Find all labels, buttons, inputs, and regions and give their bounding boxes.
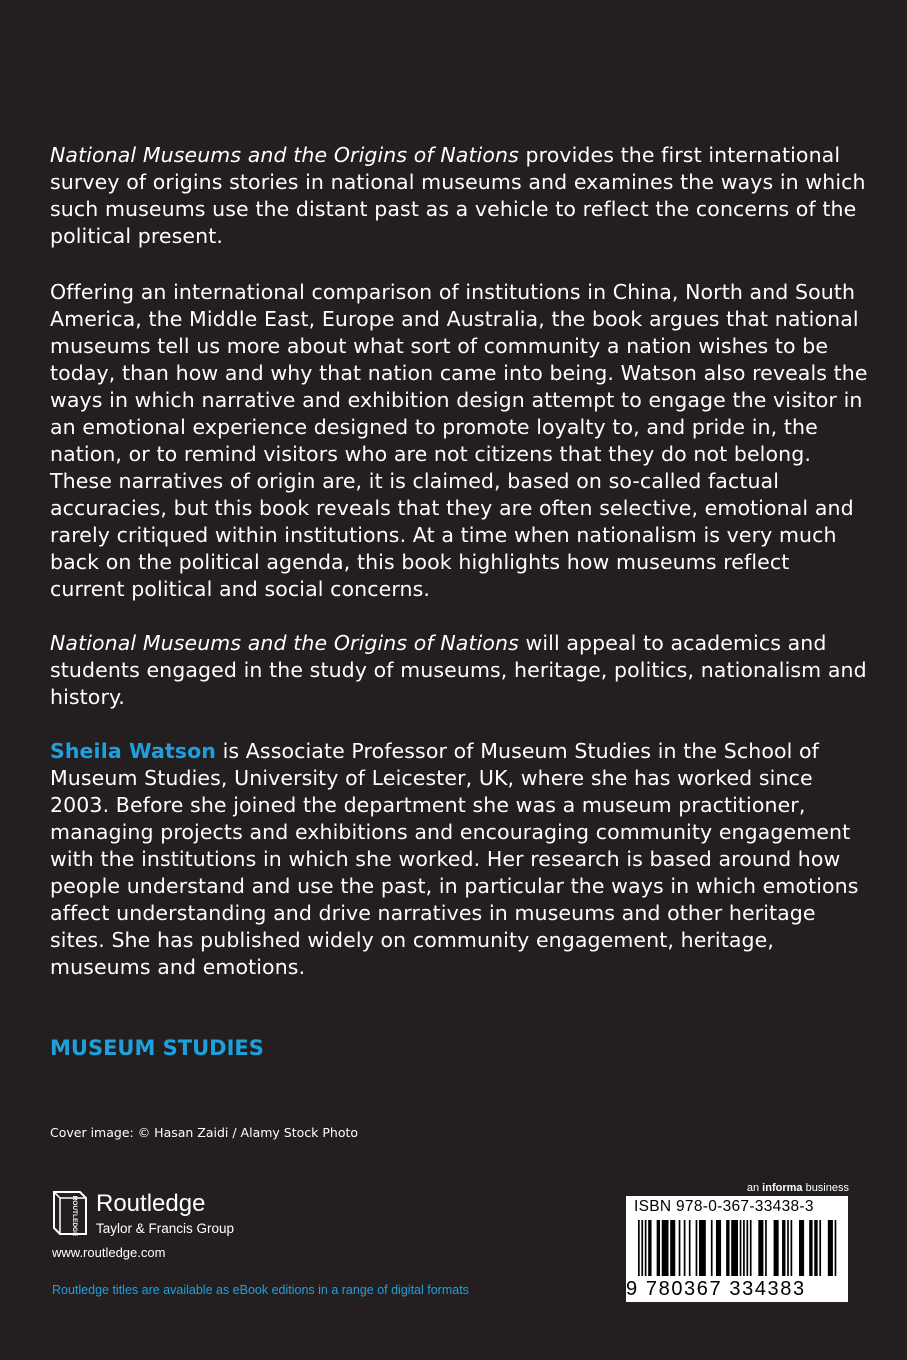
logo-wordmark: ROUTLEDGE: [71, 1195, 78, 1236]
barcode-bar: [670, 1220, 675, 1276]
blurb-paragraph-2: Offering an international comparison of institutions in China, North and South America, the Middle East, Europe and Australia, the book argues that national museums tell us more about what sort of community a nation wishes to be today, than how and why that nation came into being. Watson also reveals the ways in which narrative and exhibition design attempt to engage the visitor in an emotional experience designed to promote loyalty to, and pride in, the nation, or to remind visitors who are not citizens that they do not belong. These narratives of origin are, it is claimed, based on so-called factual accuracies, but this book reveals that they are often selective, emotional and rarely critiqued within institutions. At a time when nationalism is very much back on the political agenda, this book highlights how museums reflect current political and social concerns.: [50, 280, 868, 601]
blurb-text: provides the first international survey of origins stories in national museums and examines the ways in which such museums use the distant past as a vehicle to reflect the concerns of the political present.: [50, 143, 866, 248]
blurb-text: will appeal to academics and students engaged in the study of museums, heritage, politics, nationalism and history.: [50, 631, 867, 709]
publisher-name: Routledge: [96, 1190, 206, 1217]
ebook-note: Routledge titles are available as eBook editions in a range of digital formats: [52, 1283, 469, 1297]
barcode-bar: [809, 1220, 812, 1276]
publisher-group: Taylor & Francis Group: [96, 1221, 235, 1236]
barcode-bar: [711, 1220, 713, 1276]
ean-digits: 9 780367 334383: [626, 1278, 806, 1300]
barcode-bar: [645, 1220, 647, 1276]
barcode-bar: [782, 1220, 785, 1276]
routledge-logo-icon: [52, 1190, 88, 1236]
author-bio: [50, 738, 870, 981]
barcode-bar: [835, 1220, 837, 1276]
barcode-bar: [828, 1220, 833, 1276]
barcode: [626, 1196, 848, 1302]
barcode-bar: [791, 1220, 793, 1276]
barcode-bar: [648, 1220, 651, 1276]
barcode-bar: [743, 1220, 745, 1276]
barcode-bar: [819, 1220, 821, 1276]
author-name: Sheila Watson: [50, 739, 216, 763]
barcode-bar: [726, 1220, 729, 1276]
cover-credit: Cover image: © Hasan Zaidi / Alamy Stock Photo: [50, 1125, 359, 1140]
book-title-italic: National Museums and the Origins of Nations: [50, 143, 519, 167]
barcode-bar: [731, 1220, 738, 1276]
barcode-bar: [716, 1220, 721, 1276]
barcode-bar: [638, 1220, 640, 1276]
barcode-bar: [765, 1220, 767, 1276]
barcode-bar: [774, 1220, 779, 1276]
book-title-italic: National Museums and the Origins of Nations: [50, 631, 519, 655]
publisher-url[interactable]: www.routledge.com: [52, 1245, 166, 1260]
barcode-bar: [696, 1220, 698, 1276]
barcode-bar: [699, 1220, 706, 1276]
barcode-bar: [750, 1220, 752, 1276]
barcode-bar: [684, 1220, 686, 1276]
informa-business-label: an informa business: [746, 1182, 849, 1194]
barcode-bar: [787, 1220, 789, 1276]
barcode-bar: [814, 1220, 817, 1276]
blurb-paragraph-3: [50, 630, 870, 711]
series-label: MUSEUM STUDIES: [50, 1036, 264, 1060]
barcode-bar: [758, 1220, 763, 1276]
barcode-bar: [740, 1220, 742, 1276]
barcode-bar: [657, 1220, 660, 1276]
barcode-bar: [641, 1220, 643, 1276]
barcode-bar: [679, 1220, 681, 1276]
barcode-bar: [662, 1220, 669, 1276]
isbn-label: ISBN 978-0-367-33438-3: [634, 1198, 814, 1215]
blurb-paragraph-1: [50, 142, 870, 250]
barcode-bar: [746, 1220, 748, 1276]
barcode-bar: [799, 1220, 804, 1276]
barcode-bar: [689, 1220, 691, 1276]
author-bio-text: is Associate Professor of Museum Studies in the School of Museum Studies, University of Leicester, UK, where she has worked since 2003. Before she joined the department she was a museum practitioner, managing projects and exhibitions and encouraging community engagement with the institutions in which she worked. Her research is based around how people understand and use the past, in particular the ways in which emotions affect understanding and drive narratives in museums and other heritage sites. She has published widely on community engagement, heritage, museums and emotions.: [50, 739, 859, 979]
